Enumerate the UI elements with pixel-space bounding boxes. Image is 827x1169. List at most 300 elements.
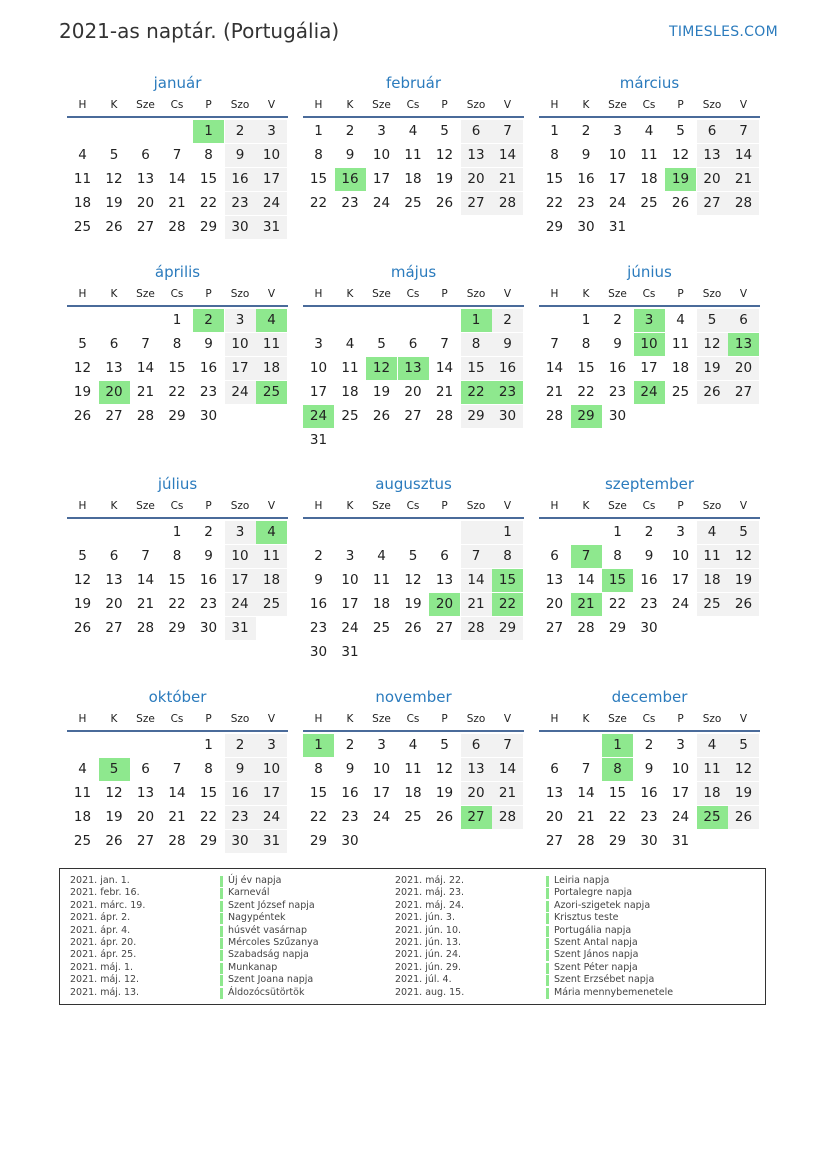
legend-date: 2021. máj. 22.: [395, 875, 465, 886]
day-cell: 8: [204, 761, 213, 777]
weekday-header: P: [677, 500, 684, 512]
day-cell: 26: [105, 219, 123, 235]
day-cell: 16: [231, 785, 249, 801]
day-cell: 5: [707, 312, 717, 328]
legend-date: 2021. júl. 4.: [395, 974, 452, 986]
day-cell: 5: [739, 524, 748, 540]
day-cell: 4: [676, 312, 685, 328]
weekday-header: Szo: [466, 288, 486, 300]
holiday-day-cell: 8: [602, 758, 633, 781]
day-cell: 13: [136, 171, 155, 187]
legend-holiday-name: Szent Erzsébet napja: [554, 974, 655, 986]
day-cell: 16: [231, 171, 249, 187]
weekday-header: P: [205, 500, 212, 512]
legend-date: 2021. jún. 3.: [395, 912, 456, 924]
day-cell: 20: [467, 171, 485, 187]
day-cell: 2: [314, 548, 323, 564]
day-cell: 7: [172, 761, 182, 777]
day-cell: 24: [671, 809, 690, 825]
day-cell: 14: [498, 761, 517, 777]
day-cell: 16: [341, 785, 359, 801]
holiday-day-cell: 23: [492, 381, 523, 404]
legend-date: 2021. jún. 13.: [395, 937, 462, 948]
day-cell: 20: [467, 785, 485, 801]
day-cell: 12: [105, 785, 123, 801]
day-cell: 8: [503, 548, 512, 564]
day-cell: 15: [545, 171, 564, 187]
day-cell: 21: [136, 384, 155, 400]
day-cell: 30: [199, 620, 218, 636]
holiday-day-cell: 22: [492, 593, 523, 616]
legend-date: 2021. jún. 10.: [395, 924, 462, 936]
legend-marker: [546, 950, 549, 961]
day-cell: 27: [404, 408, 422, 424]
header-rule: [67, 116, 288, 118]
day-cell: 10: [608, 147, 627, 163]
weekday-header: Sze: [136, 99, 155, 111]
day-cell: 6: [109, 548, 119, 564]
day-cell: 22: [199, 809, 218, 825]
day-cell: 7: [141, 548, 150, 564]
day-cell: 27: [136, 219, 155, 235]
day-cell: 21: [498, 785, 517, 801]
weekday-header: Szo: [230, 713, 250, 725]
day-cell: 7: [581, 761, 591, 777]
weekday-header: P: [205, 713, 212, 725]
legend-date: 2021. jún. 24.: [395, 949, 462, 961]
day-cell: 24: [262, 195, 281, 211]
day-cell: 8: [550, 147, 559, 163]
weekday-header: H: [78, 713, 87, 725]
month-name: november: [375, 688, 452, 706]
day-cell: 15: [168, 360, 186, 376]
legend-marker: [546, 963, 549, 974]
day-cell: 7: [471, 548, 481, 564]
day-cell: 8: [204, 147, 213, 163]
day-cell: 27: [136, 833, 155, 849]
weekday-header: P: [677, 713, 684, 725]
day-cell: 25: [404, 195, 422, 211]
weekday-header: H: [314, 99, 323, 111]
day-cell: 23: [640, 809, 658, 825]
weekday-header: Sze: [136, 500, 155, 512]
day-cell: 22: [577, 384, 595, 400]
day-cell: 11: [671, 336, 690, 352]
day-cell: 11: [73, 785, 92, 801]
day-cell: 3: [377, 737, 386, 753]
day-cell: 31: [262, 833, 281, 849]
weekday-header: K: [582, 500, 590, 512]
day-cell: 8: [314, 761, 323, 777]
legend-date: 2021. ápr. 25.: [70, 949, 137, 961]
month-name: április: [154, 263, 201, 281]
day-cell: 19: [435, 785, 454, 801]
holiday-day-cell: 5: [99, 758, 130, 781]
day-cell: 11: [262, 548, 281, 564]
legend-date: 2021. aug. 15.: [395, 986, 465, 998]
day-cell: 24: [341, 620, 359, 636]
day-cell: 5: [739, 737, 748, 753]
day-cell: 5: [109, 147, 119, 163]
day-cell: 12: [671, 147, 690, 163]
day-cell: 15: [199, 785, 218, 801]
day-cell: 19: [105, 195, 123, 211]
day-cell: 6: [141, 761, 150, 777]
day-cell: 20: [734, 360, 753, 376]
day-cell: 28: [577, 620, 595, 636]
month-name: február: [385, 74, 442, 92]
weekday-header: K: [346, 500, 354, 512]
day-cell: 4: [78, 147, 87, 163]
weekday-header: Szo: [230, 500, 250, 512]
day-cell: 16: [577, 171, 595, 187]
weekday-header: Cs: [406, 288, 420, 300]
day-cell: 19: [372, 384, 391, 400]
legend-marker: [546, 876, 549, 887]
weekday-header: P: [441, 99, 448, 111]
legend-marker: [546, 913, 549, 924]
day-cell: 30: [231, 833, 249, 849]
day-cell: 10: [372, 761, 391, 777]
weekday-header: K: [110, 99, 118, 111]
legend-marker: [546, 988, 549, 999]
day-cell: 22: [168, 384, 186, 400]
day-cell: 18: [703, 572, 721, 588]
day-cell: 24: [262, 809, 281, 825]
legend-date: 2021. máj. 24.: [395, 899, 465, 911]
weekday-header: P: [677, 99, 684, 111]
day-cell: 8: [172, 548, 182, 564]
day-cell: 31: [341, 644, 359, 660]
weekday-header: V: [503, 288, 512, 300]
day-cell: 11: [372, 572, 391, 588]
weekday-header: V: [739, 288, 748, 300]
day-cell: 14: [577, 572, 595, 588]
day-cell: 6: [550, 761, 559, 777]
day-cell: 24: [671, 596, 690, 612]
weekday-header: H: [314, 288, 323, 300]
weekday-header: K: [582, 99, 590, 111]
month-name: október: [148, 688, 207, 706]
day-cell: 17: [671, 785, 690, 801]
weekday-header: V: [267, 500, 276, 512]
weekday-header: Szo: [702, 713, 722, 725]
weekday-header: Sze: [372, 500, 391, 512]
day-cell: 23: [577, 195, 595, 211]
month-9: [67, 688, 288, 878]
weekday-header: Sze: [608, 99, 627, 111]
weekday-header: V: [503, 713, 512, 725]
day-cell: 12: [703, 336, 721, 352]
weekday-header: K: [582, 288, 590, 300]
day-cell: 12: [734, 761, 753, 777]
day-cell: 6: [739, 312, 748, 328]
month-8: [539, 475, 760, 665]
weekday-header: V: [739, 713, 748, 725]
holiday-day-cell: 20: [99, 381, 130, 404]
weekday-header: Cs: [406, 713, 420, 725]
legend-date: 2021. ápr. 4.: [70, 924, 131, 936]
day-cell: 28: [498, 809, 517, 825]
day-cell: 26: [734, 596, 753, 612]
day-cell: 5: [377, 336, 386, 352]
day-cell: 29: [498, 620, 517, 636]
weekday-header: V: [503, 500, 512, 512]
day-cell: 16: [199, 572, 218, 588]
holiday-day-cell: 1: [461, 309, 492, 332]
day-cell: 6: [109, 336, 119, 352]
holiday-day-cell: 25: [256, 381, 287, 404]
day-cell: 1: [550, 123, 559, 139]
day-cell: 26: [435, 809, 454, 825]
day-cell: 8: [613, 548, 622, 564]
brand-link[interactable]: TIMESLES.COM: [669, 24, 778, 40]
day-cell: 22: [168, 596, 186, 612]
holiday-day-cell: 24: [634, 381, 665, 404]
day-cell: 13: [136, 785, 155, 801]
day-cell: 14: [545, 360, 564, 376]
day-cell: 17: [231, 572, 249, 588]
legend-holiday-name: Azori-szigetek napja: [554, 899, 651, 911]
legend-date: 2021. jan. 1.: [70, 875, 130, 886]
holiday-day-cell: 13: [728, 333, 759, 356]
legend-holiday-name: húsvét vasárnap: [228, 924, 308, 936]
day-cell: 31: [309, 432, 328, 448]
day-cell: 30: [577, 219, 595, 235]
weekday-header: H: [78, 99, 87, 111]
day-cell: 18: [640, 171, 658, 187]
day-cell: 24: [231, 384, 249, 400]
holiday-day-cell: 22: [461, 381, 492, 404]
day-cell: 13: [435, 572, 454, 588]
day-cell: 5: [440, 737, 449, 753]
day-cell: 10: [341, 572, 359, 588]
day-cell: 24: [231, 596, 249, 612]
day-cell: 28: [467, 620, 485, 636]
day-cell: 27: [435, 620, 454, 636]
month-name: augusztus: [375, 475, 452, 493]
day-cell: 29: [545, 219, 564, 235]
day-cell: 22: [309, 809, 328, 825]
day-cell: 30: [231, 219, 249, 235]
day-cell: 18: [404, 171, 422, 187]
legend-date: 2021. jún. 29.: [395, 961, 462, 973]
day-cell: 14: [136, 360, 155, 376]
holiday-day-cell: 12: [366, 357, 397, 380]
day-cell: 7: [503, 737, 512, 753]
day-cell: 4: [707, 524, 717, 540]
legend-holiday-name: Nagypéntek: [228, 912, 286, 924]
holiday-day-cell: 1: [193, 120, 224, 143]
day-cell: 22: [545, 195, 564, 211]
holiday-day-cell: 19: [665, 168, 696, 191]
weekday-header: Szo: [466, 500, 486, 512]
weekday-header: V: [739, 99, 748, 111]
legend-marker: [220, 888, 223, 899]
day-cell: 13: [105, 360, 123, 376]
day-cell: 14: [435, 360, 454, 376]
day-cell: 16: [640, 785, 658, 801]
day-cell: 15: [199, 171, 218, 187]
holiday-day-cell: 29: [571, 405, 602, 428]
day-cell: 9: [345, 761, 355, 777]
day-cell: 10: [671, 761, 690, 777]
weekday-header: V: [267, 99, 276, 111]
day-cell: 27: [545, 833, 564, 849]
day-cell: 23: [231, 195, 249, 211]
legend-holiday-name: Szent János napja: [554, 949, 639, 961]
weekday-header: K: [110, 288, 118, 300]
day-cell: 21: [168, 195, 186, 211]
day-cell: 25: [703, 596, 721, 612]
legend-marker: [220, 938, 223, 949]
day-cell: 21: [435, 384, 454, 400]
day-cell: 18: [262, 360, 281, 376]
day-cell: 6: [141, 147, 150, 163]
day-cell: 17: [671, 572, 690, 588]
weekday-header: Sze: [608, 713, 627, 725]
day-cell: 7: [141, 336, 150, 352]
weekday-header: V: [267, 713, 276, 725]
day-cell: 28: [498, 195, 517, 211]
legend-marker: [220, 988, 223, 999]
holiday-day-cell: 24: [303, 405, 334, 428]
day-cell: 4: [644, 123, 654, 139]
legend-holiday-name: Új év napja: [228, 875, 282, 886]
legend-holiday-name: Portugália napja: [554, 924, 632, 936]
day-cell: 30: [199, 408, 218, 424]
day-cell: 21: [467, 596, 485, 612]
weekday-header: H: [550, 288, 559, 300]
weekday-header: H: [78, 288, 87, 300]
weekday-header: Szo: [230, 288, 250, 300]
day-cell: 8: [314, 147, 323, 163]
legend-marker: [220, 876, 223, 887]
holiday-day-cell: 15: [602, 569, 633, 592]
day-cell: 18: [262, 572, 281, 588]
day-cell: 10: [262, 761, 281, 777]
day-cell: 20: [404, 384, 422, 400]
day-cell: 12: [435, 761, 454, 777]
day-cell: 9: [345, 147, 355, 163]
day-cell: 29: [168, 408, 186, 424]
day-cell: 23: [640, 596, 658, 612]
holiday-day-cell: 20: [429, 593, 460, 616]
holiday-day-cell: 4: [256, 309, 287, 332]
holiday-day-cell: 15: [492, 569, 523, 592]
day-cell: 3: [613, 123, 622, 139]
day-cell: 1: [314, 123, 323, 139]
day-cell: 18: [73, 809, 92, 825]
day-cell: 22: [199, 195, 218, 211]
month-4: [303, 263, 524, 453]
day-cell: 2: [235, 123, 245, 139]
day-cell: 10: [231, 548, 249, 564]
weekday-header: H: [550, 713, 559, 725]
day-cell: 9: [581, 147, 591, 163]
weekday-header: Sze: [372, 99, 391, 111]
weekday-header: Cs: [170, 713, 184, 725]
legend-holiday-name: Szent Péter napja: [554, 961, 638, 973]
day-cell: 29: [467, 408, 485, 424]
day-cell: 30: [341, 833, 359, 849]
day-cell: 25: [73, 833, 92, 849]
day-cell: 26: [372, 408, 391, 424]
day-cell: 4: [707, 737, 717, 753]
day-cell: 3: [676, 524, 685, 540]
day-cell: 23: [309, 620, 328, 636]
day-cell: 14: [734, 147, 753, 163]
holiday-day-cell: 25: [697, 806, 728, 829]
day-cell: 3: [345, 548, 355, 564]
legend-marker: [546, 888, 549, 899]
day-cell: 25: [341, 408, 359, 424]
day-cell: 16: [608, 360, 627, 376]
day-cell: 27: [105, 408, 123, 424]
month-6: [67, 475, 288, 665]
day-cell: 26: [73, 620, 92, 636]
day-cell: 16: [199, 360, 218, 376]
holiday-day-cell: 3: [634, 309, 665, 332]
day-cell: 30: [498, 408, 517, 424]
day-cell: 18: [671, 360, 690, 376]
day-cell: 12: [73, 360, 92, 376]
weekday-header: H: [314, 500, 323, 512]
day-cell: 7: [503, 123, 512, 139]
day-cell: 15: [608, 785, 627, 801]
holiday-day-cell: 1: [602, 734, 633, 757]
day-cell: 9: [235, 147, 245, 163]
weekday-header: V: [739, 500, 748, 512]
day-cell: 31: [671, 833, 690, 849]
day-cell: 20: [545, 596, 564, 612]
day-cell: 10: [262, 147, 281, 163]
day-cell: 25: [73, 219, 92, 235]
day-cell: 29: [608, 620, 627, 636]
day-cell: 6: [550, 548, 559, 564]
day-cell: 27: [105, 620, 123, 636]
day-cell: 19: [734, 572, 753, 588]
day-cell: 12: [435, 147, 454, 163]
legend-holiday-name: Mércoles Szűzanya: [228, 937, 319, 948]
day-cell: 18: [703, 785, 721, 801]
header-rule: [539, 305, 760, 307]
day-cell: 17: [262, 171, 281, 187]
month-name: május: [390, 263, 437, 281]
day-cell: 8: [581, 336, 591, 352]
weekday-header: K: [110, 500, 118, 512]
day-cell: 19: [404, 596, 422, 612]
day-cell: 13: [545, 785, 564, 801]
legend-date: 2021. máj. 13.: [70, 986, 140, 998]
legend-holiday-name: Áldozócsütörtök: [228, 986, 305, 998]
weekday-header: Cs: [642, 99, 656, 111]
day-cell: 2: [613, 312, 622, 328]
day-cell: 11: [404, 761, 422, 777]
day-cell: 28: [435, 408, 454, 424]
weekday-header: Szo: [702, 99, 722, 111]
day-cell: 23: [199, 596, 218, 612]
day-cell: 13: [467, 147, 485, 163]
weekday-header: Cs: [642, 288, 656, 300]
day-cell: 27: [545, 620, 564, 636]
day-cell: 15: [309, 171, 328, 187]
day-cell: 17: [640, 360, 658, 376]
day-cell: 29: [608, 833, 627, 849]
holiday-day-cell: 7: [571, 545, 602, 568]
day-cell: 11: [404, 147, 422, 163]
day-cell: 11: [640, 147, 658, 163]
